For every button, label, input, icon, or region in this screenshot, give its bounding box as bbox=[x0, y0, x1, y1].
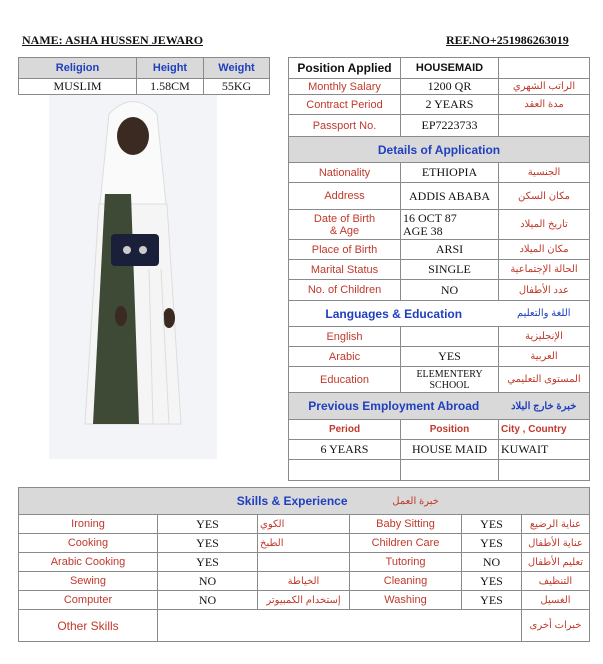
nationality-arabic: الجنسية bbox=[499, 163, 590, 183]
skill-computer-label: Computer bbox=[19, 591, 158, 610]
skill-sewing-value: NO bbox=[158, 572, 258, 591]
skill-cooking-value: YES bbox=[158, 534, 258, 553]
skill-arabiccooking-arabic bbox=[258, 553, 350, 572]
pob-value: ARSI bbox=[401, 240, 499, 260]
dob-arabic: تاريخ الميلاد bbox=[499, 210, 590, 240]
arabic-value: YES bbox=[401, 347, 499, 367]
skill-cleaning-arabic: التنظيف bbox=[522, 572, 590, 591]
english-arabic: الإنجليزية bbox=[499, 327, 590, 347]
skill-tutoring-value: NO bbox=[462, 553, 522, 572]
education-value-line2: SCHOOL bbox=[429, 379, 470, 391]
english-value bbox=[401, 327, 499, 347]
children-arabic: عدد الأطفال bbox=[499, 280, 590, 301]
employment-empty-1 bbox=[289, 460, 401, 481]
salary-arabic: الراتب الشهري bbox=[499, 79, 590, 95]
education-label: Education bbox=[289, 367, 401, 393]
arabic-label: Arabic bbox=[289, 347, 401, 367]
position-applied-label: Position Applied bbox=[289, 58, 401, 79]
passport-label: Passport No. bbox=[289, 115, 401, 137]
skill-washing-value: YES bbox=[462, 591, 522, 610]
passport-empty bbox=[499, 115, 590, 137]
position-applied-value: HOUSEMAID bbox=[401, 58, 499, 79]
height-value: 1.58CM bbox=[137, 79, 204, 95]
dob-label-line1: Date of Birth bbox=[313, 212, 376, 225]
arabic-arabic: العربية bbox=[499, 347, 590, 367]
contract-value: 2 YEARS bbox=[401, 95, 499, 115]
pob-label: Place of Birth bbox=[289, 240, 401, 260]
skill-childrencare-arabic: عناية الأطفال bbox=[522, 534, 590, 553]
position-header: Position bbox=[401, 420, 499, 440]
skill-cooking-arabic: الطبخ bbox=[258, 534, 350, 553]
other-skills-arabic: خبرات أخرى bbox=[522, 610, 590, 642]
skill-babysitting-arabic: عناية الرضيع bbox=[522, 515, 590, 534]
address-arabic: مكان السكن bbox=[499, 183, 590, 210]
religion-value: MUSLIM bbox=[19, 79, 137, 95]
languages-section-title: Languages & Education bbox=[289, 301, 499, 327]
skill-sewing-arabic: الخياطة bbox=[258, 572, 350, 591]
employment-empty-3 bbox=[499, 460, 590, 481]
employment-empty-2 bbox=[401, 460, 499, 481]
skill-babysitting-value: YES bbox=[462, 515, 522, 534]
period-header: Period bbox=[289, 420, 401, 440]
reference-number: REF.NO+251986263019 bbox=[446, 33, 569, 47]
contract-arabic: مدة العقد bbox=[499, 95, 590, 115]
nationality-value: ETHIOPIA bbox=[401, 163, 499, 183]
skill-cooking-label: Cooking bbox=[19, 534, 158, 553]
skill-childrencare-value: YES bbox=[462, 534, 522, 553]
dob-label-line2: & Age bbox=[329, 224, 360, 237]
skills-section-title: Skills & Experience bbox=[19, 488, 350, 515]
application-section-title: Details of Application bbox=[289, 137, 590, 163]
employment-section-title: Previous Employment Abroad bbox=[289, 393, 499, 420]
height-header: Height bbox=[137, 58, 204, 79]
address-label: Address bbox=[289, 183, 401, 210]
skill-computer-arabic: إستخدام الكمبيوتر bbox=[258, 591, 350, 610]
other-skills-label: Other Skills bbox=[19, 610, 158, 642]
skill-cleaning-value: YES bbox=[462, 572, 522, 591]
employment-section-arabic: خبرة خارج البلاد bbox=[499, 393, 590, 420]
education-value-line1: ELEMENTERY bbox=[416, 368, 483, 380]
basic-info-table bbox=[18, 57, 270, 95]
skill-ironing-value: YES bbox=[158, 515, 258, 534]
address-value: ADDIS ABABA bbox=[401, 183, 499, 210]
position-applied-empty bbox=[499, 58, 590, 79]
other-skills-value bbox=[158, 610, 522, 642]
dob-value-cell bbox=[401, 210, 499, 240]
marital-value: SINGLE bbox=[401, 260, 499, 280]
pob-arabic: مكان الميلاد bbox=[499, 240, 590, 260]
nationality-label: Nationality bbox=[289, 163, 401, 183]
children-label: No. of Children bbox=[289, 280, 401, 301]
skill-ironing-arabic: الكوي bbox=[258, 515, 350, 534]
details-table bbox=[288, 57, 590, 481]
marital-arabic: الحالة الإجتماعية bbox=[499, 260, 590, 280]
weight-header: Weight bbox=[204, 58, 270, 79]
education-arabic: المستوى التعليمي bbox=[499, 367, 590, 393]
religion-header: Religion bbox=[19, 58, 137, 79]
languages-section-arabic: اللغة والتعليم bbox=[499, 301, 590, 327]
english-label: English bbox=[289, 327, 401, 347]
skill-childrencare-label: Children Care bbox=[350, 534, 462, 553]
salary-label: Monthly Salary bbox=[289, 79, 401, 95]
skill-arabiccooking-label: Arabic Cooking bbox=[19, 553, 158, 572]
applicant-photo-illustration bbox=[49, 94, 217, 459]
skill-sewing-label: Sewing bbox=[19, 572, 158, 591]
skills-table bbox=[18, 487, 590, 642]
dob-label bbox=[289, 210, 401, 240]
children-value: NO bbox=[401, 280, 499, 301]
skill-cleaning-label: Cleaning bbox=[350, 572, 462, 591]
skill-tutoring-label: Tutoring bbox=[350, 553, 462, 572]
contract-label: Contract Period bbox=[289, 95, 401, 115]
age-value: AGE 38 bbox=[403, 223, 443, 238]
skills-section-arabic: خبرة العمل bbox=[350, 488, 590, 515]
applicant-name: NAME: ASHA HUSSEN JEWARO bbox=[22, 33, 204, 47]
weight-value: 55KG bbox=[204, 79, 270, 95]
skill-tutoring-arabic: تعليم الأطفال bbox=[522, 553, 590, 572]
employment-country: KUWAIT bbox=[499, 440, 590, 460]
employment-period: 6 YEARS bbox=[289, 440, 401, 460]
skill-washing-label: Washing bbox=[350, 591, 462, 610]
employment-position: HOUSE MAID bbox=[401, 440, 499, 460]
education-value-cell bbox=[401, 367, 499, 393]
applicant-photo bbox=[49, 94, 217, 459]
city-country-header: City , Country bbox=[499, 420, 590, 440]
salary-value: 1200 QR bbox=[401, 79, 499, 95]
skill-arabiccooking-value: YES bbox=[158, 553, 258, 572]
dob-value: 16 OCT 87 bbox=[403, 210, 457, 225]
marital-label: Marital Status bbox=[289, 260, 401, 280]
passport-value: EP7223733 bbox=[401, 115, 499, 137]
skill-washing-arabic: الغسيل bbox=[522, 591, 590, 610]
skill-babysitting-label: Baby Sitting bbox=[350, 515, 462, 534]
skill-ironing-label: Ironing bbox=[19, 515, 158, 534]
skill-computer-value: NO bbox=[158, 591, 258, 610]
